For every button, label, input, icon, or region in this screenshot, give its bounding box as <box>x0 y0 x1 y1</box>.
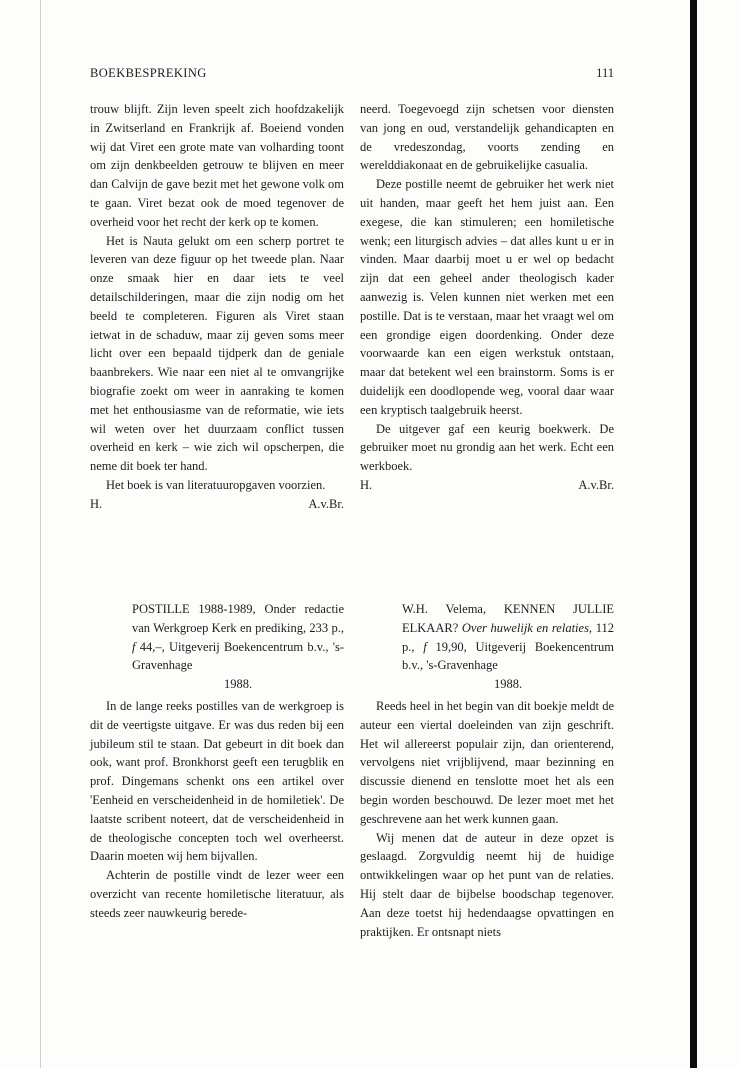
running-head: BOEKBESPREKING <box>90 66 207 80</box>
column-left-top <box>90 100 344 514</box>
signature-initial: H. <box>90 496 103 511</box>
page-number: 111 <box>596 66 614 80</box>
paragraph: Het is Nauta gelukt om een scherp portret te leveren van deze figuur op het tweede plan. Naar onze smaak hier en daar iets te veel detailschilderingen, maar die zijn nodig om het beeld te completeren. Figuren als Viret staan ietwat in de schaduw, maar zij geven soms meer licht over een bepaald tijdperk dan de geniale baanbrekers. Wie naar een niet al te omvangrijke biografie zoekt om weer in aanraking te komen met het enthousiasme van de reformatie, wie iets wil weten over het duurzaam conflict tussen overheid en kerk – wie zich wil opscherpen, die neme dit boek ter hand. <box>90 233 344 474</box>
scan-right-edge <box>690 0 697 1068</box>
signature-name: A.v.Br. <box>578 477 614 492</box>
review-signature <box>360 476 614 495</box>
signature-initial: H. <box>360 477 373 492</box>
book-citation: POSTILLE 1988-1989, Onder redactie van Werkgroep Kerk en prediking, 233 p., f 44,–, Uitgeverij Boekencentrum b.v., 's-Gravenhage 1988. <box>132 602 344 692</box>
review-signature <box>90 495 344 514</box>
column-right-top <box>360 100 614 495</box>
paragraph: trouw blijft. Zijn leven speelt zich hoofdzakelijk in Zwitserland en Frankrijk af. Boeiend vonden wij dat Viret een grote mate van volharding toont om zijn denkbeelden getrouw te blijven en meer dan Calvijn de gave bezit met het gewone volk om te gaan. Viret bezat ook de moed tegenover de overheid voor het recht der kerk op te komen. <box>90 102 344 229</box>
paragraph: Het boek is van literatuuropgaven voorzien. <box>106 477 326 492</box>
paragraph: Achterin de postille vindt de lezer weer een overzicht van recente homiletische literatuur, als steeds zeer nauwkeurig berede- <box>90 868 344 920</box>
paragraph: De uitgever gaf een keurig boekwerk. De gebruiker moet nu grondig aan het werk. Echt een werkboek. <box>360 421 614 474</box>
paragraph: neerd. Toegevoegd zijn schetsen voor diensten van jong en oud, verstandelijk gehandicapten en de vredeszondag, voorts zending en werelddiakonaat en de gebruikelijke casualia. <box>360 102 614 173</box>
review-velema <box>360 600 614 941</box>
paragraph: Wij menen dat de auteur in deze opzet is geslaagd. Zorgvuldig neemt hij de huidige ontwikkelingen waar op het punt van de relaties. Hij stelt daar de bijbelse boodschap tegenover. Aan deze toetst hij hedendaagse opvattingen en praktijken. Er ontsnapt niets <box>360 830 614 939</box>
scan-left-edge <box>40 0 41 1068</box>
paragraph: Reeds heel in het begin van dit boekje meldt de auteur een viertal doeleinden van zijn geschrift. Het wil allereerst populair zijn, dan orienterend, vervolgens niet vrijblijvend, maar bezinning en discussie dienend en tenslotte moet het als een begin worden beschouwd. De lezer moet met het geschrevene aan het werk kunnen gaan. <box>360 698 614 826</box>
paragraph: Deze postille neemt de gebruiker het werk niet uit handen, maar geeft het hem juist aan. Een exegese, die kan stimuleren; een homiletische wenk; een liturgisch advies – dat alles kunt u er in vinden. Maar daarbij moet u er wel op bedacht zijn dat een geheel ander theologisch kader aanwezig is. Velen kunnen niet werken met een postille. Dat is te verstaan, maar het vraagt wel om een grondige eigen doordenking. Onder deze voorwaarde kan een eigen werkstuk ontstaan, maar dat betekent wel een brainstorm. Soms is er duidelijk een doodlopende weg, vooral daar waar een kryptisch taalgebruik heerst. <box>360 177 614 417</box>
paragraph: In de lange reeks postilles van de werkgroep is dit de veertigste uitgave. Er was dus reden bij een jubileum stil te staan. Dat gebeurt in dit boek dan ook, want prof. Bronkhorst geeft een terugblik en prof. Dingemans schenkt ons een artikel over 'Eenheid en verscheidenheid in de homiletiek'. De laatste scribent noteert, dat de verscheidenheid in de theologische concepten toch wel overheerst. Daarin moeten wij hem bijvallen. <box>90 698 344 864</box>
review-postille <box>90 600 344 923</box>
book-citation: W.H. Velema, KENNEN JULLIE ELKAAR? Over huwelijk en relaties, 112 p., f 19,90, Uitgeverij Boekencentrum b.v., 's-Gravenhage 1988. <box>402 602 614 692</box>
signature-name: A.v.Br. <box>308 496 344 511</box>
